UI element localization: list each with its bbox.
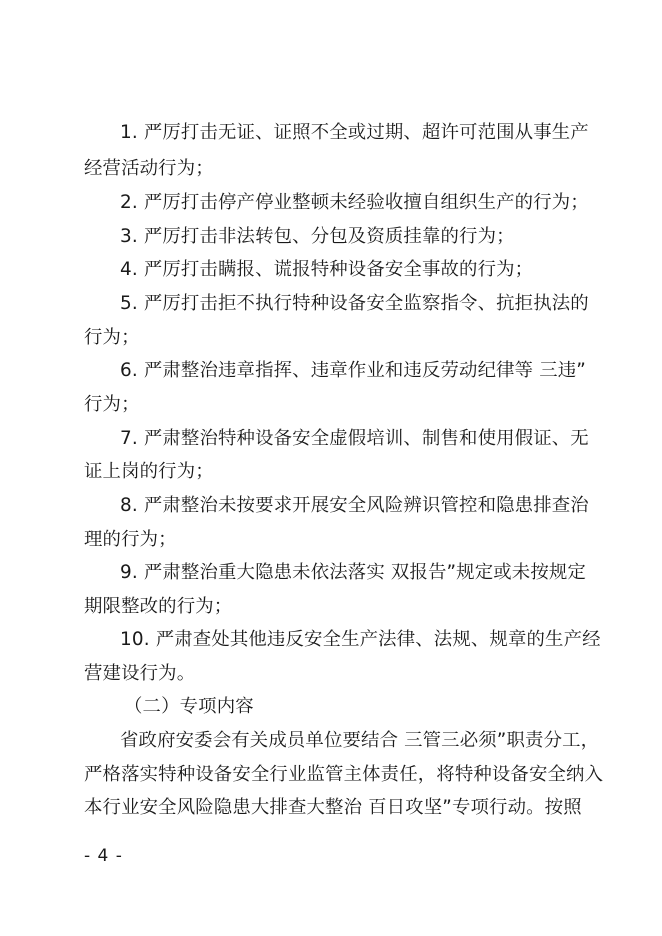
list-item-9-line-2: 期限整改的行为； [84, 596, 233, 617]
list-item-1-line-1: 1. 严厉打击无证、证照不全或过期、超许可范围从事生产 [120, 122, 589, 143]
list-item-3: 3. 严厉打击非法转包、分包及资质挂靠的行为； [120, 226, 515, 247]
list-item-6-line-2: 行为； [84, 394, 140, 415]
list-item-10-line-1: 10. 严肃查处其他违反安全生产法律、法规、规章的生产经 [120, 629, 601, 650]
paragraph-line-1: 省政府安委会有关成员单位要结合 三管三必须”职责分工， [120, 730, 600, 751]
list-item-5-line-2: 行为； [84, 327, 140, 348]
list-item-1-line-2: 经营活动行为； [84, 158, 214, 179]
page-number: - 4 - [84, 846, 123, 866]
list-item-2: 2. 严厉打击停产停业整顿未经验收擅自组织生产的行为； [120, 192, 589, 213]
list-item-7-line-1: 7. 严肃整治特种设备安全虚假培训、制售和使用假证、无 [120, 428, 589, 449]
list-item-5-line-1: 5. 严厉打击拒不执行特种设备安全监察指令、抗拒执法的 [120, 293, 589, 314]
list-item-7-line-2: 证上岗的行为； [84, 461, 214, 482]
list-item-9-line-1: 9. 严肃整治重大隐患未依法落实 双报告”规定或未按规定 [120, 562, 586, 583]
paragraph-line-3: 本行业安全风险隐患大排查大整治 百日攻坚”专项行动。按照 [84, 797, 582, 818]
list-item-10-line-2: 营建设行为。 [84, 663, 196, 684]
list-item-8-line-2: 理的行为； [84, 529, 177, 550]
list-item-4: 4. 严厉打击瞒报、谎报特种设备安全事故的行为； [120, 259, 534, 280]
section-heading: （二）专项内容 [124, 696, 254, 717]
list-item-6-line-1: 6. 严肃整治违章指挥、违章作业和违反劳动纪律等 三违” [120, 360, 586, 381]
list-item-8-line-1: 8. 严肃整治未按要求开展安全风险辨识管控和隐患排查治 [120, 495, 589, 516]
paragraph-line-2: 严格落实特种设备安全行业监管主体责任，将特种设备安全纳入 [84, 764, 604, 785]
